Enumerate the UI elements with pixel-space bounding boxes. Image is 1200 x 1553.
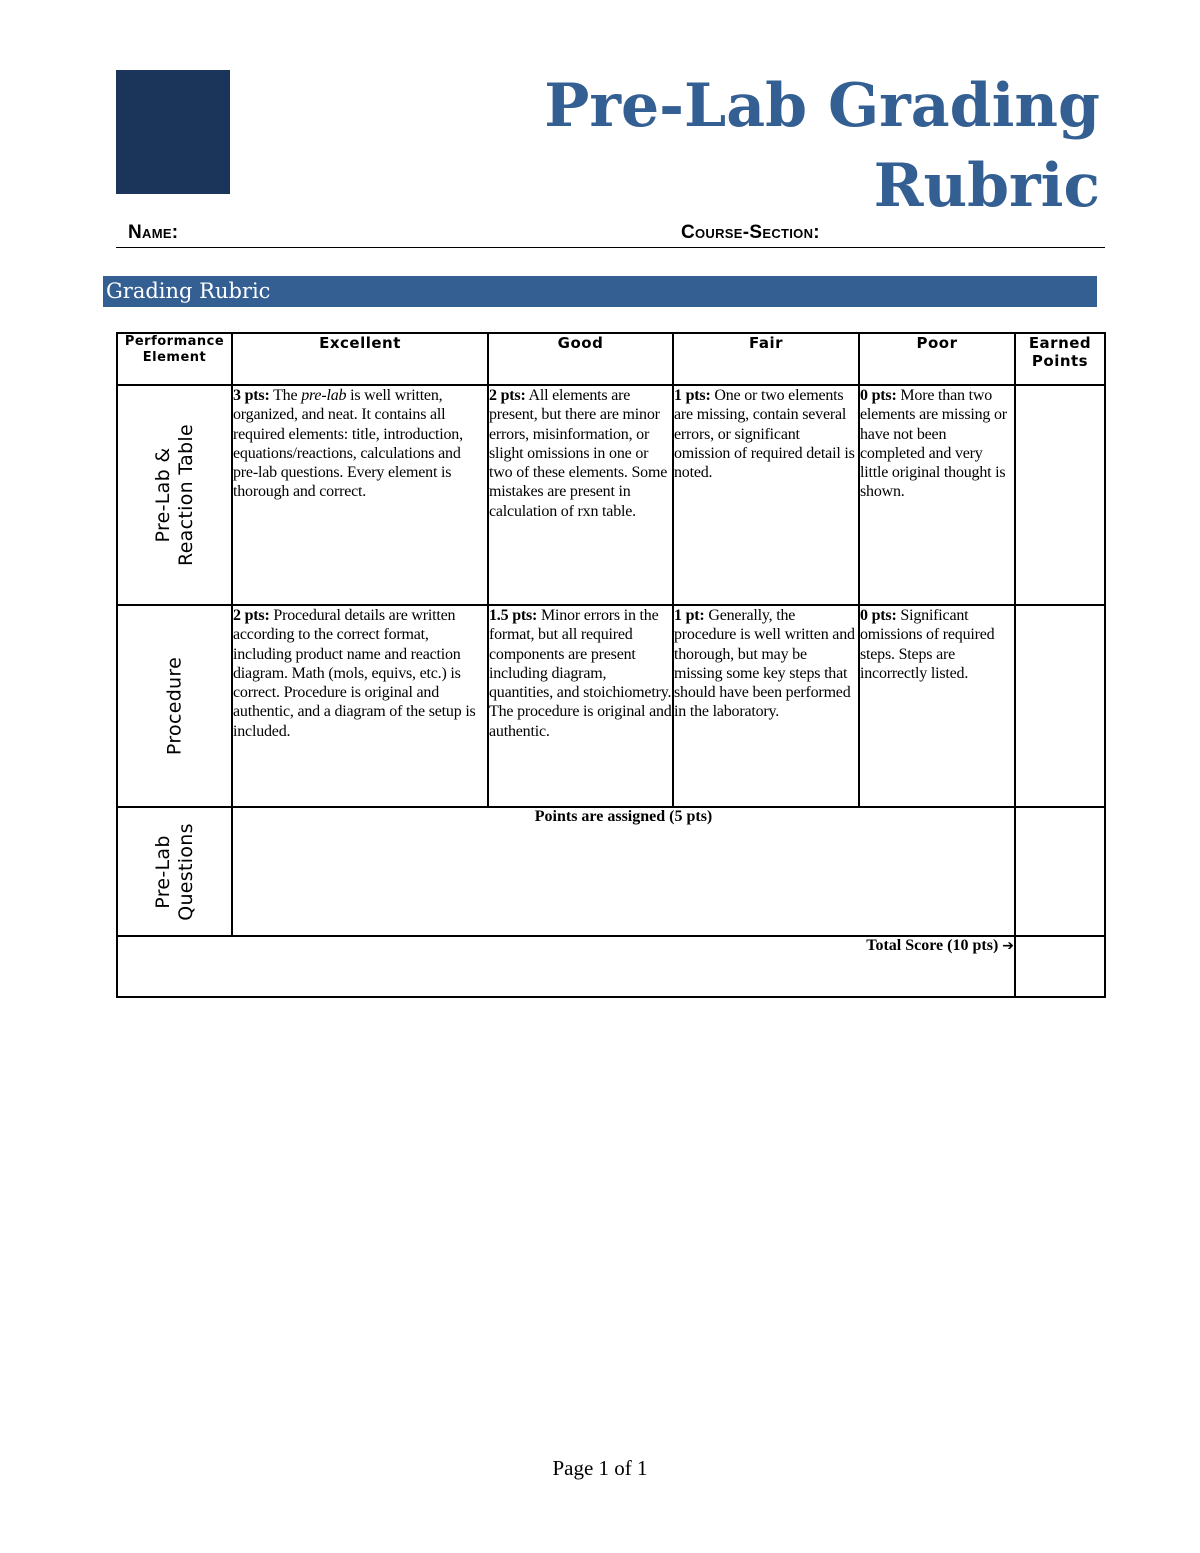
name-label: Name:: [128, 222, 179, 243]
earned-points-cell[interactable]: [1015, 385, 1105, 605]
rubric-table: [116, 332, 1106, 998]
total-score-cell[interactable]: [1015, 936, 1105, 997]
cell-text: is well written, organized, and neat. It contains all required elements: title, introduction, equations/reactions, calculations and pre-lab questions. Every element is thorough and correct.: [233, 387, 463, 501]
cell-text: One or two elements are missing, contain several errors, or significant omission of required detail is noted.: [674, 387, 855, 482]
points-label: 1.5 pts:: [489, 607, 538, 624]
total-score-text: Total Score (10 pts): [866, 937, 999, 954]
earned-points-cell[interactable]: [1015, 807, 1105, 936]
cell-excellent: [232, 385, 488, 605]
cell-text: Significant omissions of required steps. Steps are incorrectly listed.: [860, 607, 995, 682]
row-label-line: Procedure: [163, 656, 185, 756]
row-label-procedure: [117, 605, 232, 807]
points-label: 0 pts:: [860, 387, 897, 404]
header-fair: Fair: [673, 333, 859, 385]
header-poor: Poor: [859, 333, 1015, 385]
row-label-prelab-reaction: [117, 385, 232, 605]
row-label-line: Pre-Lab: [151, 834, 174, 909]
cell-text: Minor errors in the format, but all required components are present including diagram, quantities, and stoichiometry. The procedure is original and authentic.: [489, 607, 672, 740]
cell-text: Procedural details are written according to the correct format, including product name and reaction diagram. Math (mols, equivs, etc.) is correct. Procedure is original and authentic, and a diagram of the setup is included.: [233, 607, 476, 740]
cell-good: [488, 605, 673, 807]
row-label-line: Reaction Table: [174, 424, 197, 566]
points-label: 1 pt:: [674, 607, 705, 624]
points-assigned-cell: Points are assigned (5 pts): [232, 807, 1015, 936]
arrow-right-icon: ➔: [1002, 938, 1014, 954]
cell-good: [488, 385, 673, 605]
student-info-row: [116, 222, 1105, 248]
cell-poor: [859, 385, 1015, 605]
logo-block: [116, 70, 230, 194]
points-label: 3 pts:: [233, 387, 270, 404]
course-section-label: Course-Section:: [681, 222, 820, 243]
cell-fair: [673, 385, 859, 605]
row-label-line: Pre-Lab &: [151, 447, 174, 543]
table-row: [117, 605, 1105, 807]
points-label: 1 pts:: [674, 387, 711, 404]
cell-excellent: [232, 605, 488, 807]
header-row: [117, 333, 1105, 385]
cell-poor: [859, 605, 1015, 807]
table-row: [117, 807, 1105, 936]
total-score-label: [117, 936, 1015, 997]
total-row: [117, 936, 1105, 997]
page-number: Page 1 of 1: [552, 1456, 648, 1480]
earned-points-cell[interactable]: [1015, 605, 1105, 807]
header-good: Good: [488, 333, 673, 385]
cell-fair: [673, 605, 859, 807]
page-title: Pre-Lab Grading Rubric: [544, 71, 1100, 221]
cell-text: Generally, the procedure is well written and thorough, but may be missing some key steps that should have been performed in the laboratory.: [674, 607, 855, 721]
row-label-line: Questions: [174, 822, 197, 921]
section-heading: Grading Rubric: [103, 276, 1097, 307]
cell-text: More than two elements are missing or have not been completed and very little original thought is shown.: [860, 387, 1007, 501]
table-row: [117, 385, 1105, 605]
header-earned-points: Earned Points: [1015, 333, 1105, 385]
cell-text-emphasis: pre-lab: [301, 387, 347, 404]
points-label: 0 pts:: [860, 607, 897, 624]
row-label-prelab-questions: [117, 807, 232, 936]
cell-text: All elements are present, but there are minor errors, misinformation, or slight omissions in one or two of these elements. Some mistakes are present in calculation of rxn table.: [489, 387, 668, 520]
cell-text: The: [269, 387, 302, 404]
header-excellent: Excellent: [232, 333, 488, 385]
header-performance-element: Performance Element: [117, 333, 232, 385]
points-label: 2 pts:: [233, 607, 270, 624]
points-label: 2 pts:: [489, 387, 526, 404]
